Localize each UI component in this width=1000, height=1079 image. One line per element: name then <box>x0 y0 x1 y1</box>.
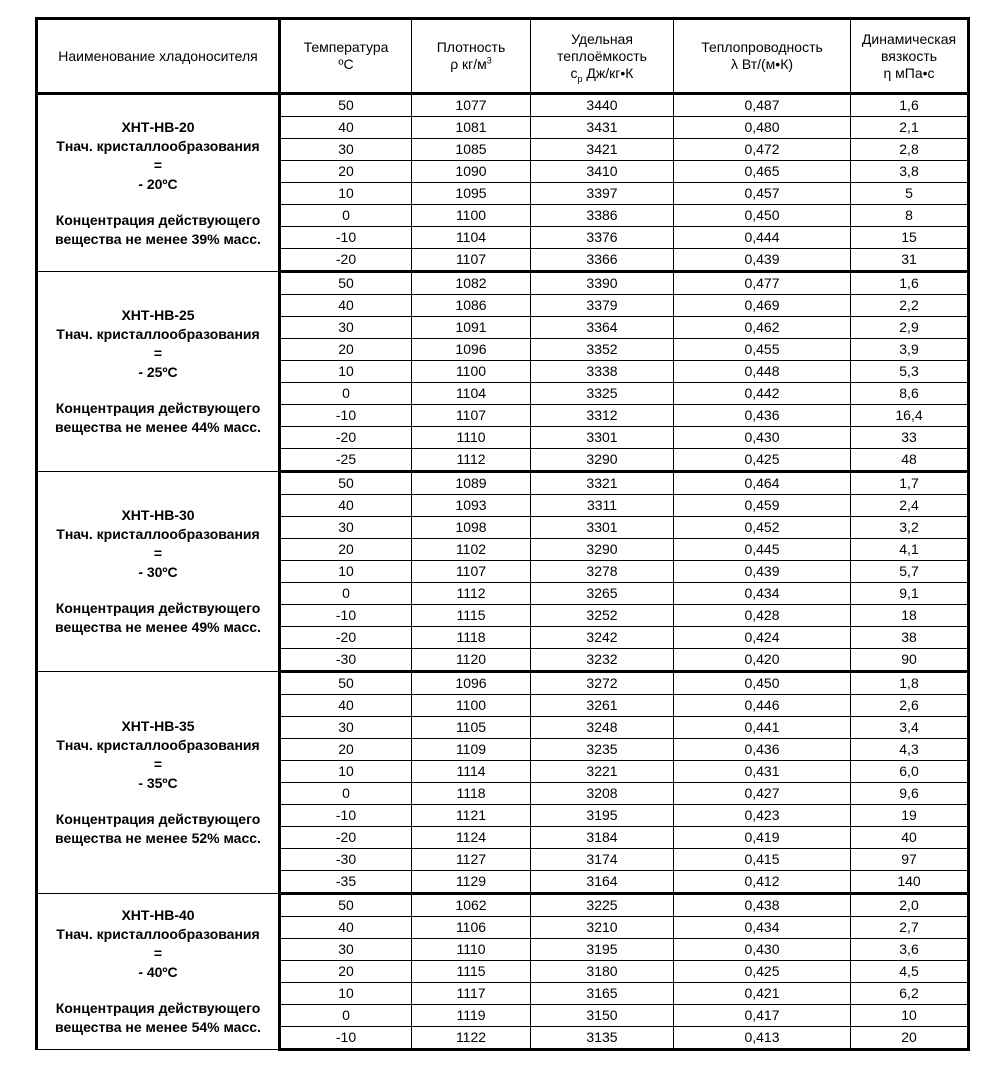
density-cell: 1100 <box>412 361 531 383</box>
viscosity-cell: 3,2 <box>851 517 969 539</box>
table-row <box>37 672 969 695</box>
temperature-cell: -20 <box>280 249 412 272</box>
viscosity-cell: 2,7 <box>851 917 969 939</box>
heat-capacity-cell: 3235 <box>531 739 674 761</box>
header-temp-line1: Температура <box>303 39 389 55</box>
temperature-cell: 30 <box>280 139 412 161</box>
conductivity-cell: 0,448 <box>674 361 851 383</box>
temperature-cell: -35 <box>280 871 412 894</box>
spacer <box>38 793 278 810</box>
heat-capacity-cell: 3379 <box>531 295 674 317</box>
concentration-line1: Концентрация действующего <box>55 1000 261 1016</box>
temperature-cell: 20 <box>280 739 412 761</box>
temperature-cell: 0 <box>280 783 412 805</box>
temperature-cell: -10 <box>280 1027 412 1050</box>
conductivity-cell: 0,419 <box>674 827 851 849</box>
conductivity-cell: 0,455 <box>674 339 851 361</box>
conductivity-cell: 0,457 <box>674 183 851 205</box>
conductivity-cell: 0,415 <box>674 849 851 871</box>
viscosity-cell: 4,3 <box>851 739 969 761</box>
heat-capacity-cell: 3248 <box>531 717 674 739</box>
heat-capacity-cell: 3386 <box>531 205 674 227</box>
header-heat-unit: Дж/кг•К <box>582 64 634 81</box>
heat-capacity-cell: 3410 <box>531 161 674 183</box>
viscosity-cell: 4,1 <box>851 539 969 561</box>
equals-sign: = <box>153 345 163 361</box>
header-coolant-name <box>37 19 280 94</box>
conductivity-cell: 0,464 <box>674 472 851 495</box>
equals-sign: = <box>153 945 163 961</box>
conductivity-cell: 0,480 <box>674 117 851 139</box>
heat-capacity-cell: 3208 <box>531 783 674 805</box>
density-cell: 1091 <box>412 317 531 339</box>
temperature-cell: 0 <box>280 205 412 227</box>
heat-capacity-cell: 3180 <box>531 961 674 983</box>
header-heat-capacity <box>531 19 674 94</box>
heat-capacity-cell: 3261 <box>531 695 674 717</box>
viscosity-cell: 3,6 <box>851 939 969 961</box>
conductivity-cell: 0,420 <box>674 649 851 672</box>
concentration-line2: вещества не менее 39% масс. <box>55 230 261 247</box>
temperature-cell: -10 <box>280 405 412 427</box>
conductivity-cell: 0,487 <box>674 94 851 117</box>
table-body <box>37 94 969 1050</box>
crystallization-label: Тнач. кристаллообразования <box>56 526 260 542</box>
header-temp-line2: ºС <box>338 56 354 72</box>
heat-capacity-cell: 3311 <box>531 495 674 517</box>
concentration-line2: вещества не менее 54% масс. <box>55 1019 261 1035</box>
density-cell: 1107 <box>412 561 531 583</box>
coolant-name-cell <box>37 672 280 894</box>
heat-capacity-cell: 3174 <box>531 849 674 871</box>
conductivity-cell: 0,417 <box>674 1005 851 1027</box>
temperature-cell: 0 <box>280 383 412 405</box>
header-cond-line2: λ Вт/(м•К) <box>730 56 794 72</box>
heat-capacity-cell: 3210 <box>531 917 674 939</box>
heat-capacity-cell: 3290 <box>531 449 674 472</box>
viscosity-cell: 2,4 <box>851 495 969 517</box>
heat-capacity-cell: 3184 <box>531 827 674 849</box>
conductivity-cell: 0,436 <box>674 405 851 427</box>
conductivity-cell: 0,445 <box>674 539 851 561</box>
viscosity-cell: 9,6 <box>851 783 969 805</box>
header-visc-line3: η мПа•с <box>883 64 935 81</box>
heat-capacity-cell: 3290 <box>531 539 674 561</box>
temperature-cell: -30 <box>280 849 412 871</box>
temperature-cell: 0 <box>280 583 412 605</box>
conductivity-cell: 0,434 <box>674 583 851 605</box>
coolant-properties-table <box>35 17 970 1051</box>
crystallization-temp: - 20ºС <box>138 175 178 192</box>
header-cond-line1: Теплопроводность <box>701 39 823 55</box>
temperature-cell: 30 <box>280 939 412 961</box>
crystallization-label: Тнач. кристаллообразования <box>56 926 260 942</box>
header-density <box>412 19 531 94</box>
viscosity-cell: 19 <box>851 805 969 827</box>
temperature-cell: 20 <box>280 961 412 983</box>
temperature-cell: 50 <box>280 94 412 117</box>
equals-sign: = <box>153 545 163 561</box>
viscosity-cell: 2,2 <box>851 295 969 317</box>
heat-capacity-cell: 3225 <box>531 894 674 917</box>
density-cell: 1118 <box>412 783 531 805</box>
header-temperature <box>280 19 412 94</box>
heat-capacity-cell: 3325 <box>531 383 674 405</box>
temperature-cell: 40 <box>280 495 412 517</box>
heat-capacity-cell: 3338 <box>531 361 674 383</box>
heat-capacity-cell: 3242 <box>531 627 674 649</box>
table-row <box>37 472 969 495</box>
heat-capacity-cell: 3301 <box>531 517 674 539</box>
temperature-cell: 20 <box>280 339 412 361</box>
coolant-name-cell <box>37 472 280 672</box>
conductivity-cell: 0,477 <box>674 272 851 295</box>
temperature-cell: 10 <box>280 183 412 205</box>
conductivity-cell: 0,428 <box>674 605 851 627</box>
conductivity-cell: 0,444 <box>674 227 851 249</box>
viscosity-cell: 2,8 <box>851 139 969 161</box>
temperature-cell: 50 <box>280 272 412 295</box>
viscosity-cell: 40 <box>851 827 969 849</box>
crystallization-temp: - 30ºС <box>138 564 178 580</box>
conductivity-cell: 0,436 <box>674 739 851 761</box>
conductivity-cell: 0,424 <box>674 627 851 649</box>
header-visc-line2: вязкость <box>880 47 938 64</box>
concentration-line2: вещества не менее 52% масс. <box>55 830 261 846</box>
viscosity-cell: 2,6 <box>851 695 969 717</box>
viscosity-cell: 3,9 <box>851 339 969 361</box>
density-cell: 1090 <box>412 161 531 183</box>
viscosity-cell: 31 <box>851 249 969 272</box>
conductivity-cell: 0,465 <box>674 161 851 183</box>
viscosity-cell: 2,9 <box>851 317 969 339</box>
viscosity-cell: 15 <box>851 227 969 249</box>
temperature-cell: 50 <box>280 472 412 495</box>
conductivity-cell: 0,439 <box>674 249 851 272</box>
heat-capacity-cell: 3252 <box>531 605 674 627</box>
density-cell: 1115 <box>412 605 531 627</box>
coolant-name-cell <box>37 894 280 1050</box>
density-cell: 1109 <box>412 739 531 761</box>
density-cell: 1098 <box>412 517 531 539</box>
temperature-cell: -10 <box>280 805 412 827</box>
temperature-cell: 40 <box>280 917 412 939</box>
viscosity-cell: 6,2 <box>851 983 969 1005</box>
conductivity-cell: 0,452 <box>674 517 851 539</box>
coolant-title: ХНТ-НВ-40 <box>121 907 195 923</box>
spacer <box>38 982 278 999</box>
density-cell: 1104 <box>412 383 531 405</box>
viscosity-cell: 1,8 <box>851 672 969 695</box>
conductivity-cell: 0,425 <box>674 449 851 472</box>
temperature-cell: 40 <box>280 117 412 139</box>
density-cell: 1119 <box>412 1005 531 1027</box>
conductivity-cell: 0,413 <box>674 1027 851 1050</box>
viscosity-cell: 8,6 <box>851 383 969 405</box>
coolant-title: ХНТ-НВ-20 <box>121 118 195 135</box>
heat-capacity-cell: 3301 <box>531 427 674 449</box>
temperature-cell: 50 <box>280 672 412 695</box>
heat-capacity-cell: 3278 <box>531 561 674 583</box>
density-cell: 1081 <box>412 117 531 139</box>
heat-capacity-cell: 3431 <box>531 117 674 139</box>
spacer <box>38 382 278 399</box>
density-cell: 1122 <box>412 1027 531 1050</box>
viscosity-cell: 97 <box>851 849 969 871</box>
crystallization-temp: - 35ºС <box>138 775 178 791</box>
density-cell: 1112 <box>412 583 531 605</box>
conductivity-cell: 0,446 <box>674 695 851 717</box>
temperature-cell: 10 <box>280 561 412 583</box>
heat-capacity-cell: 3195 <box>531 805 674 827</box>
viscosity-cell: 1,7 <box>851 472 969 495</box>
density-cell: 1117 <box>412 983 531 1005</box>
density-cell: 1100 <box>412 695 531 717</box>
viscosity-cell: 140 <box>851 871 969 894</box>
viscosity-cell: 90 <box>851 649 969 672</box>
header-conductivity <box>674 19 851 94</box>
viscosity-cell: 5,7 <box>851 561 969 583</box>
viscosity-cell: 48 <box>851 449 969 472</box>
density-cell: 1096 <box>412 672 531 695</box>
density-cell: 1077 <box>412 94 531 117</box>
header-heat-symbol: с <box>570 64 578 81</box>
conductivity-cell: 0,412 <box>674 871 851 894</box>
viscosity-cell: 3,4 <box>851 717 969 739</box>
viscosity-cell: 5 <box>851 183 969 205</box>
conductivity-cell: 0,431 <box>674 761 851 783</box>
coolant-title: ХНТ-НВ-35 <box>121 718 195 734</box>
heat-capacity-cell: 3397 <box>531 183 674 205</box>
conductivity-cell: 0,442 <box>674 383 851 405</box>
viscosity-cell: 2,0 <box>851 894 969 917</box>
header-density-line2: ρ кг/м <box>450 56 487 72</box>
temperature-cell: 30 <box>280 517 412 539</box>
viscosity-cell: 16,4 <box>851 405 969 427</box>
conductivity-cell: 0,430 <box>674 939 851 961</box>
density-cell: 1110 <box>412 427 531 449</box>
conductivity-cell: 0,450 <box>674 205 851 227</box>
viscosity-cell: 20 <box>851 1027 969 1050</box>
viscosity-cell: 18 <box>851 605 969 627</box>
heat-capacity-cell: 3312 <box>531 405 674 427</box>
density-cell: 1127 <box>412 849 531 871</box>
density-cell: 1110 <box>412 939 531 961</box>
equals-sign: = <box>153 156 163 173</box>
coolant-title: ХНТ-НВ-25 <box>121 307 195 323</box>
heat-capacity-cell: 3165 <box>531 983 674 1005</box>
crystallization-label: Тнач. кристаллообразования <box>56 326 260 342</box>
equals-sign: = <box>153 756 163 772</box>
header-visc-line1: Динамическая <box>861 30 957 47</box>
crystallization-temp: - 40ºС <box>138 964 178 980</box>
coolant-name-cell <box>37 272 280 472</box>
density-cell: 1104 <box>412 227 531 249</box>
header-row <box>37 19 969 94</box>
temperature-cell: 20 <box>280 161 412 183</box>
concentration-line1: Концентрация действующего <box>55 211 261 228</box>
header-heat-line2: теплоёмкость <box>557 47 647 64</box>
density-cell: 1089 <box>412 472 531 495</box>
temperature-cell: -10 <box>280 227 412 249</box>
conductivity-cell: 0,427 <box>674 783 851 805</box>
density-cell: 1100 <box>412 205 531 227</box>
heat-capacity-cell: 3150 <box>531 1005 674 1027</box>
heat-capacity-cell: 3364 <box>531 317 674 339</box>
conductivity-cell: 0,421 <box>674 983 851 1005</box>
viscosity-cell: 1,6 <box>851 94 969 117</box>
density-cell: 1107 <box>412 405 531 427</box>
density-cell: 1086 <box>412 295 531 317</box>
density-cell: 1120 <box>412 649 531 672</box>
crystallization-label: Тнач. кристаллообразования <box>56 137 260 154</box>
concentration-line1: Концентрация действующего <box>55 811 261 827</box>
viscosity-cell: 6,0 <box>851 761 969 783</box>
temperature-cell: -25 <box>280 449 412 472</box>
density-cell: 1085 <box>412 139 531 161</box>
density-cell: 1082 <box>412 272 531 295</box>
heat-capacity-cell: 3195 <box>531 939 674 961</box>
density-cell: 1096 <box>412 339 531 361</box>
header-density-sup: 3 <box>486 55 492 66</box>
density-cell: 1112 <box>412 449 531 472</box>
spacer <box>38 194 278 211</box>
viscosity-cell: 38 <box>851 627 969 649</box>
conductivity-cell: 0,450 <box>674 672 851 695</box>
header-density-line1: Плотность <box>436 39 506 55</box>
concentration-line2: вещества не менее 44% масс. <box>55 419 261 435</box>
heat-capacity-cell: 3321 <box>531 472 674 495</box>
density-cell: 1115 <box>412 961 531 983</box>
density-cell: 1114 <box>412 761 531 783</box>
temperature-cell: 20 <box>280 539 412 561</box>
crystallization-temp: - 25ºС <box>138 364 178 380</box>
density-cell: 1102 <box>412 539 531 561</box>
temperature-cell: 10 <box>280 361 412 383</box>
table-row <box>37 94 969 117</box>
heat-capacity-cell: 3164 <box>531 871 674 894</box>
conductivity-cell: 0,438 <box>674 894 851 917</box>
conductivity-cell: 0,430 <box>674 427 851 449</box>
viscosity-cell: 1,6 <box>851 272 969 295</box>
viscosity-cell: 10 <box>851 1005 969 1027</box>
density-cell: 1124 <box>412 827 531 849</box>
temperature-cell: 10 <box>280 761 412 783</box>
density-cell: 1093 <box>412 495 531 517</box>
conductivity-cell: 0,472 <box>674 139 851 161</box>
heat-capacity-cell: 3421 <box>531 139 674 161</box>
heat-capacity-cell: 3390 <box>531 272 674 295</box>
concentration-line2: вещества не менее 49% масс. <box>55 619 261 635</box>
table-row <box>37 894 969 917</box>
viscosity-cell: 3,8 <box>851 161 969 183</box>
temperature-cell: 10 <box>280 983 412 1005</box>
temperature-cell: 50 <box>280 894 412 917</box>
temperature-cell: 40 <box>280 695 412 717</box>
viscosity-cell: 5,3 <box>851 361 969 383</box>
heat-capacity-cell: 3221 <box>531 761 674 783</box>
heat-capacity-cell: 3232 <box>531 649 674 672</box>
conductivity-cell: 0,439 <box>674 561 851 583</box>
header-viscosity <box>851 19 969 94</box>
heat-capacity-cell: 3135 <box>531 1027 674 1050</box>
header-name-text: Наименование хладоносителя <box>58 47 258 64</box>
heat-capacity-cell: 3352 <box>531 339 674 361</box>
conductivity-cell: 0,459 <box>674 495 851 517</box>
viscosity-cell: 9,1 <box>851 583 969 605</box>
conductivity-cell: 0,441 <box>674 717 851 739</box>
temperature-cell: 40 <box>280 295 412 317</box>
temperature-cell: -20 <box>280 827 412 849</box>
viscosity-cell: 8 <box>851 205 969 227</box>
density-cell: 1105 <box>412 717 531 739</box>
coolant-name-cell <box>37 94 280 272</box>
concentration-line1: Концентрация действующего <box>55 400 261 416</box>
viscosity-cell: 4,5 <box>851 961 969 983</box>
temperature-cell: 30 <box>280 317 412 339</box>
heat-capacity-cell: 3272 <box>531 672 674 695</box>
heat-capacity-cell: 3366 <box>531 249 674 272</box>
crystallization-label: Тнач. кристаллообразования <box>56 737 260 753</box>
temperature-cell: -10 <box>280 605 412 627</box>
conductivity-cell: 0,469 <box>674 295 851 317</box>
viscosity-cell: 2,1 <box>851 117 969 139</box>
heat-capacity-cell: 3440 <box>531 94 674 117</box>
density-cell: 1118 <box>412 627 531 649</box>
density-cell: 1107 <box>412 249 531 272</box>
density-cell: 1062 <box>412 894 531 917</box>
header-heat-sub: р <box>577 73 583 84</box>
temperature-cell: -20 <box>280 427 412 449</box>
conductivity-cell: 0,462 <box>674 317 851 339</box>
density-cell: 1121 <box>412 805 531 827</box>
density-cell: 1106 <box>412 917 531 939</box>
coolant-title: ХНТ-НВ-30 <box>121 507 195 523</box>
temperature-cell: -30 <box>280 649 412 672</box>
heat-capacity-cell: 3265 <box>531 583 674 605</box>
header-heat-line1: Удельная <box>571 30 633 47</box>
spacer <box>38 582 278 599</box>
temperature-cell: 0 <box>280 1005 412 1027</box>
conductivity-cell: 0,425 <box>674 961 851 983</box>
density-cell: 1129 <box>412 871 531 894</box>
temperature-cell: 30 <box>280 717 412 739</box>
viscosity-cell: 33 <box>851 427 969 449</box>
conductivity-cell: 0,434 <box>674 917 851 939</box>
concentration-line1: Концентрация действующего <box>55 600 261 616</box>
conductivity-cell: 0,423 <box>674 805 851 827</box>
density-cell: 1095 <box>412 183 531 205</box>
temperature-cell: -20 <box>280 627 412 649</box>
heat-capacity-cell: 3376 <box>531 227 674 249</box>
table-row <box>37 272 969 295</box>
